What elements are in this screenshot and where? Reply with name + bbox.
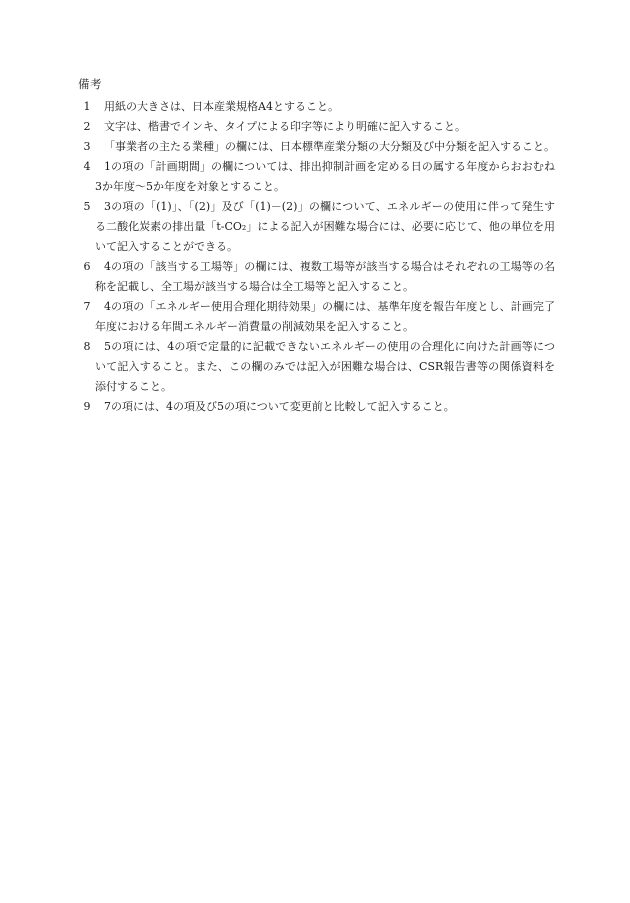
note-item-1 bbox=[82, 97, 555, 117]
note-text: 4の項の「エネルギー使用合理化期待効果」の欄には、基準年度を報告年度とし、計画完了年度における年間エネルギー消費量の削減効果を記入すること。 bbox=[95, 300, 555, 333]
notes-heading: 備考 bbox=[78, 77, 102, 91]
note-text: 「事業者の主たる業種」の欄には、日本標準産業分類の大分類及び中分類を記入すること。 bbox=[104, 140, 555, 153]
note-text: 4の項の「該当する工場等」の欄には、複数工場等が該当する場合はそれぞれの工場等の名称を記載し、全工場が該当する場合は全工場等と記入すること。 bbox=[95, 260, 555, 293]
note-item-2 bbox=[82, 117, 555, 137]
note-number: 7 bbox=[83, 300, 91, 313]
note-number: 2 bbox=[83, 120, 91, 133]
note-number: 5 bbox=[83, 200, 91, 213]
note-item-8 bbox=[82, 337, 555, 397]
note-number: 3 bbox=[83, 140, 91, 153]
note-item-9 bbox=[82, 397, 555, 417]
note-item-5 bbox=[82, 197, 555, 257]
notes-list bbox=[82, 97, 555, 417]
note-item-3 bbox=[82, 137, 555, 157]
note-text: 5の項には、4の項で定量的に記載できないエネルギーの使用の合理化に向けた計画等について記入すること。また、この欄のみでは記入が困難な場合は、CSR報告書等の関係資料を添付すること。 bbox=[95, 340, 555, 393]
note-item-7 bbox=[82, 297, 555, 337]
note-item-4 bbox=[82, 157, 555, 197]
note-text: 7の項には、4の項及び5の項について変更前と比較して記入すること。 bbox=[104, 400, 455, 413]
note-text: 3の項の「(1)」、「(2)」及び「(1)－(2)」の欄について、エネルギーの使用に伴って発生する二酸化炭素の排出量「t-CO₂」による記入が困難な場合には、必要に応じて、他の単位を用いて記入することができる。 bbox=[95, 200, 555, 253]
note-item-6 bbox=[82, 257, 555, 297]
note-text: 1の項の「計画期間」の欄については、排出抑制計画を定める日の属する年度からおおむね3か年度～5か年度を対象とすること。 bbox=[95, 160, 555, 193]
note-number: 9 bbox=[83, 400, 91, 413]
note-number: 8 bbox=[83, 340, 91, 353]
note-number: 1 bbox=[83, 100, 91, 113]
note-number: 6 bbox=[83, 260, 91, 273]
note-number: 4 bbox=[83, 160, 91, 173]
note-text: 文字は、楷書でインキ、タイプによる印字等により明確に記入すること。 bbox=[104, 120, 467, 133]
note-text: 用紙の大きさは、日本産業規格A4とすること。 bbox=[104, 100, 339, 113]
